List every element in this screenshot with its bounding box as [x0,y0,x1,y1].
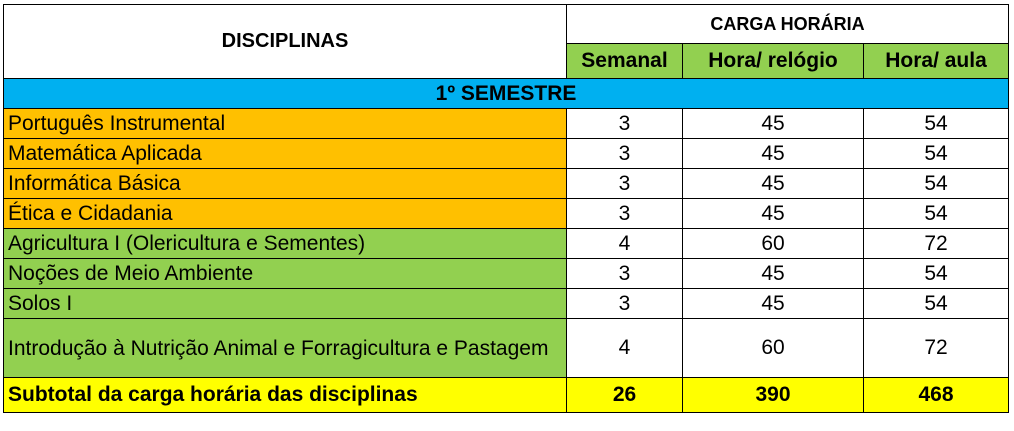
hora-relogio-value: 45 [683,169,864,199]
header-hora-relogio: Hora/ relógio [683,44,864,79]
header-carga-horaria: CARGA HORÁRIA [567,5,1009,44]
discipline-name: Introdução à Nutrição Animal e Forragicultura e Pastagem [4,319,567,378]
subtotal-row [4,378,1009,413]
hora-relogio-value: 45 [683,289,864,319]
discipline-name: Informática Básica [4,169,567,199]
discipline-name: Ética e Cidadania [4,199,567,229]
semanal-value: 3 [567,109,683,139]
semanal-value: 3 [567,289,683,319]
hora-aula-value: 54 [864,139,1009,169]
table-row [4,289,1009,319]
curriculum-table [3,4,1009,413]
subtotal-hora-aula: 468 [864,378,1009,413]
table-row [4,229,1009,259]
subtotal-semanal: 26 [567,378,683,413]
hora-aula-value: 54 [864,289,1009,319]
semanal-value: 4 [567,319,683,378]
header-semanal: Semanal [567,44,683,79]
semanal-value: 3 [567,259,683,289]
table-row [4,109,1009,139]
discipline-name: Noções de Meio Ambiente [4,259,567,289]
table-row [4,139,1009,169]
table-row [4,319,1009,378]
discipline-name: Solos I [4,289,567,319]
hora-relogio-value: 45 [683,259,864,289]
hora-aula-value: 72 [864,229,1009,259]
semanal-value: 3 [567,169,683,199]
subtotal-label: Subtotal da carga horária das disciplinas [4,378,567,413]
hora-relogio-value: 60 [683,229,864,259]
table-row [4,199,1009,229]
hora-relogio-value: 45 [683,199,864,229]
hora-aula-value: 54 [864,109,1009,139]
hora-relogio-value: 45 [683,139,864,169]
discipline-name: Português Instrumental [4,109,567,139]
header-disciplinas: DISCIPLINAS [4,5,567,79]
table-row [4,169,1009,199]
discipline-name: Matemática Aplicada [4,139,567,169]
discipline-name: Agricultura I (Olericultura e Sementes) [4,229,567,259]
semanal-value: 4 [567,229,683,259]
subtotal-hora-relogio: 390 [683,378,864,413]
semanal-value: 3 [567,139,683,169]
semester-label: 1º SEMESTRE [4,79,1009,109]
hora-relogio-value: 60 [683,319,864,378]
hora-aula-value: 54 [864,259,1009,289]
semanal-value: 3 [567,199,683,229]
hora-aula-value: 54 [864,199,1009,229]
header-hora-aula: Hora/ aula [864,44,1009,79]
table-row [4,259,1009,289]
hora-aula-value: 72 [864,319,1009,378]
hora-aula-value: 54 [864,169,1009,199]
hora-relogio-value: 45 [683,109,864,139]
